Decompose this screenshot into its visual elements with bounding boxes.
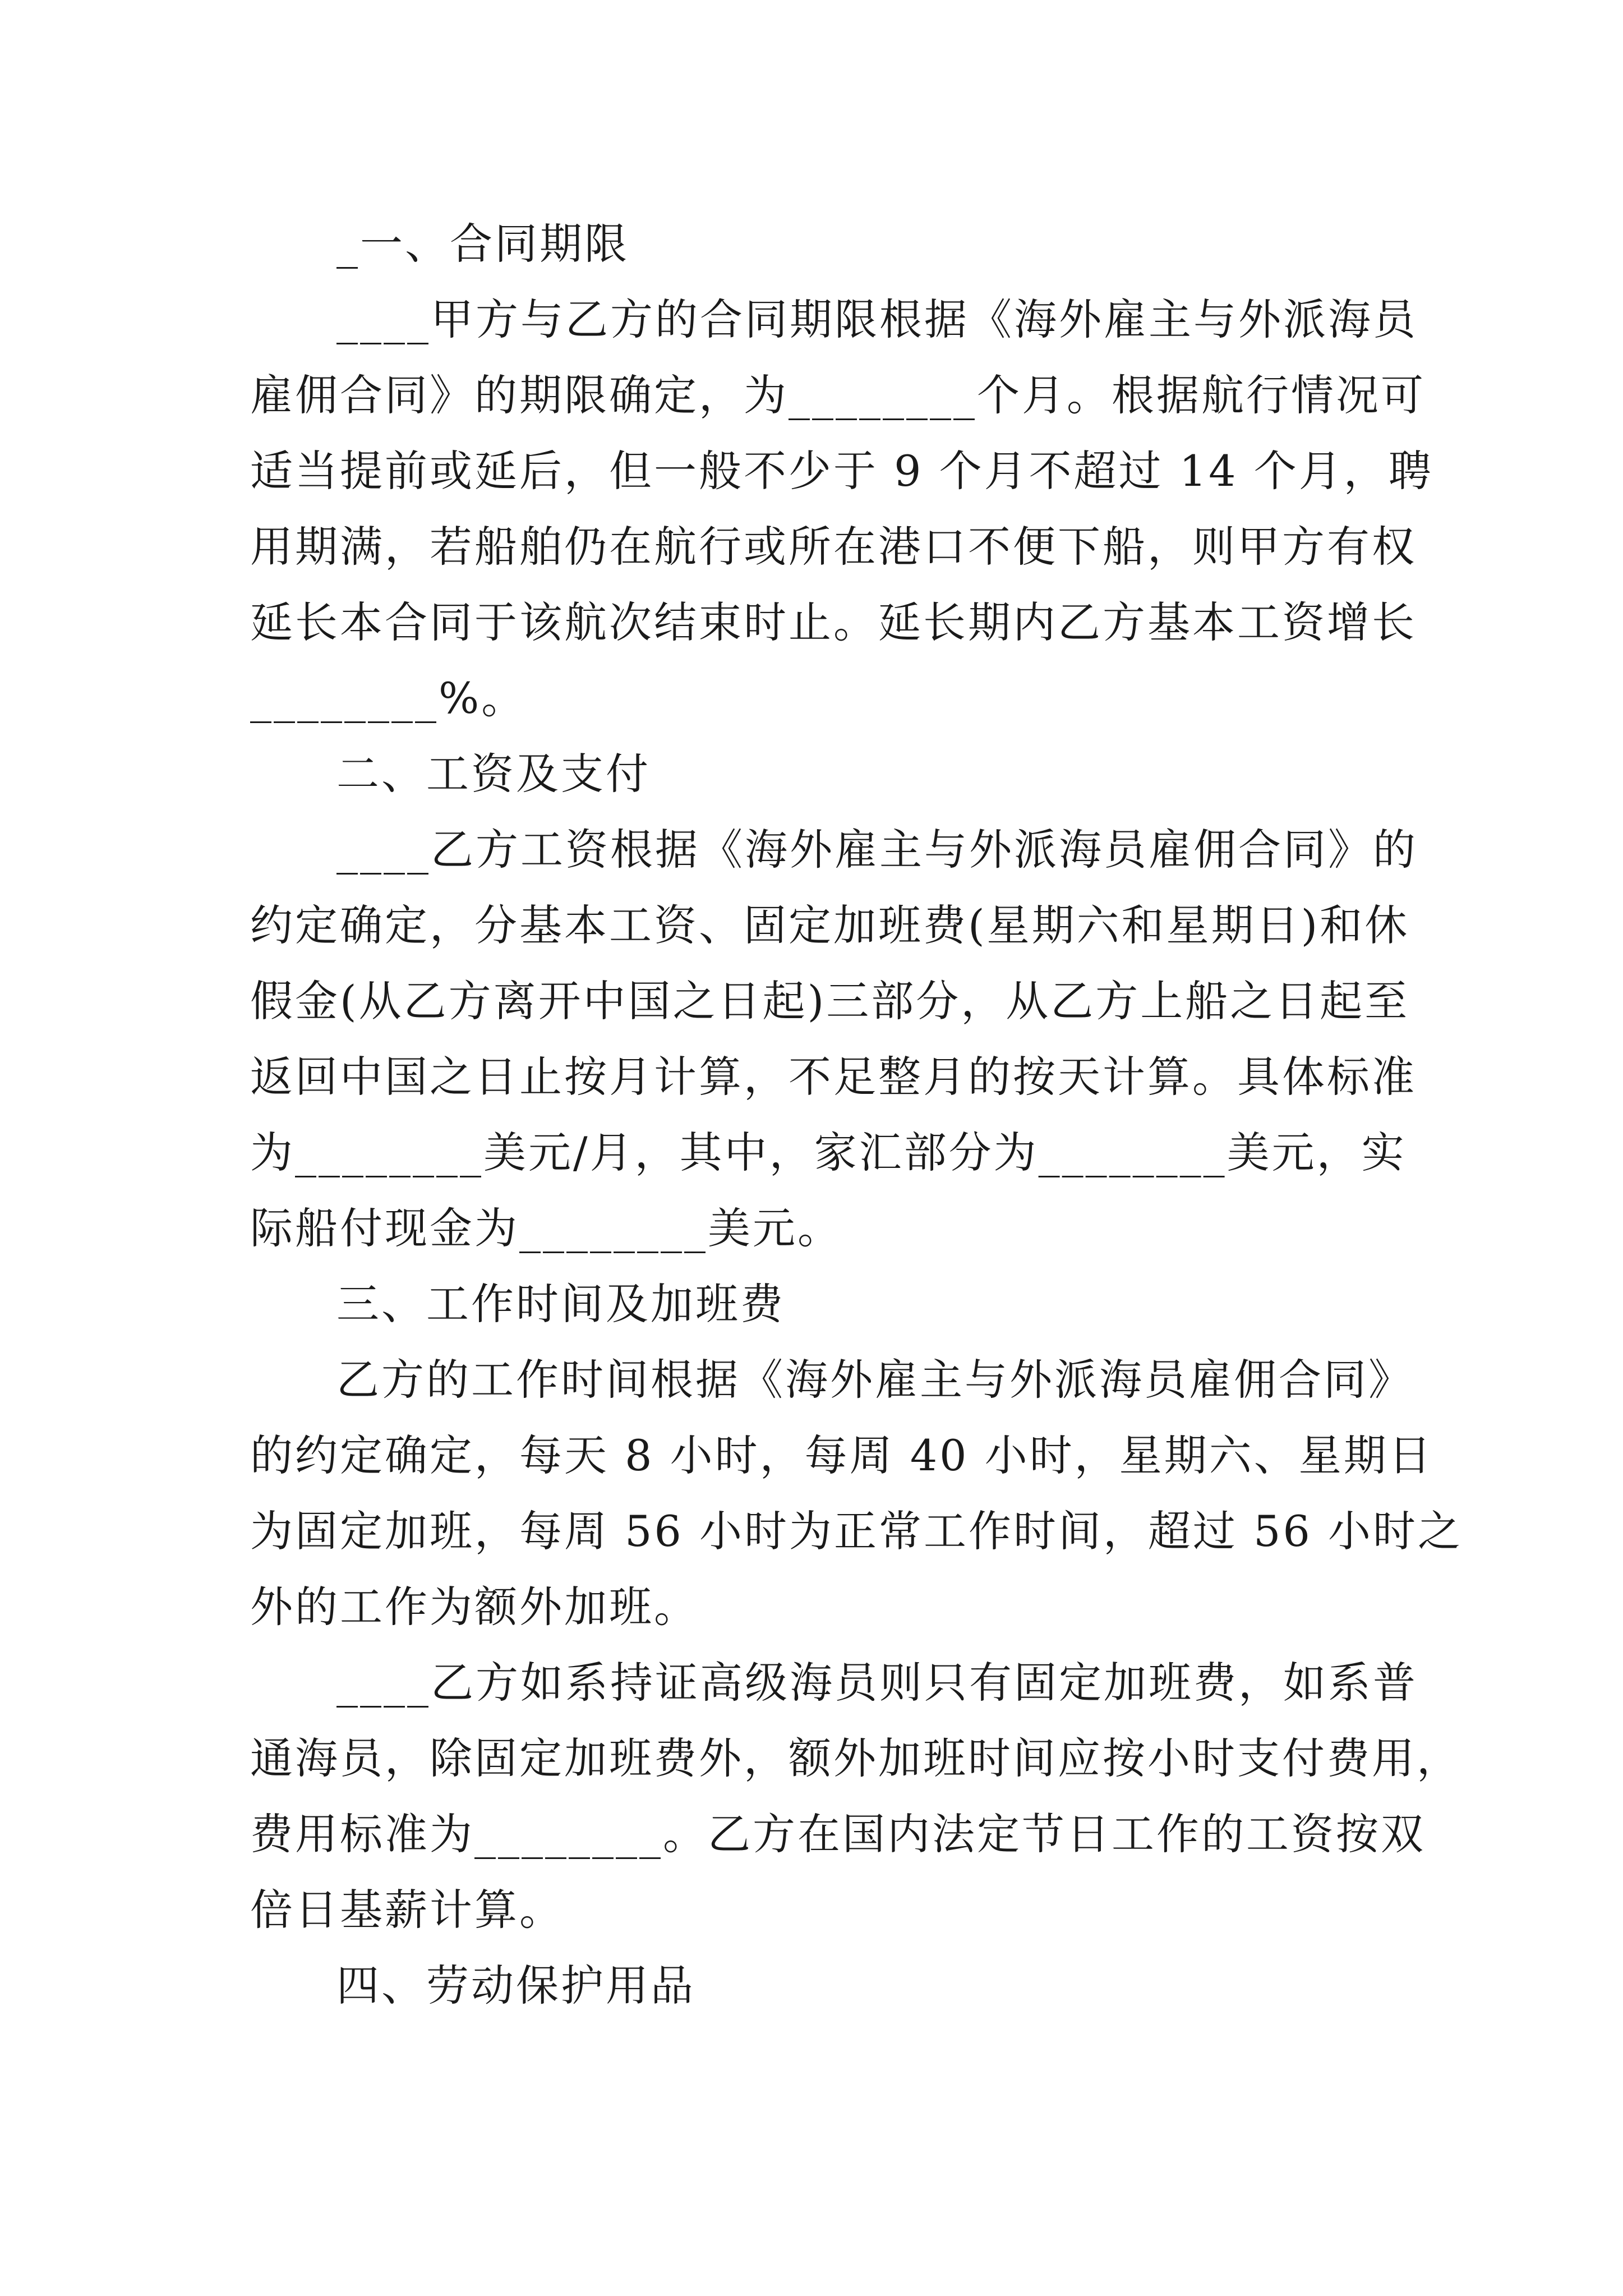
paragraph-line: 倍日基薪计算。 [250, 1885, 564, 1935]
paragraph-line: 适当提前或延后，但一般不少于 9 个月不超过 14 个月，聘 [250, 446, 1433, 496]
heading-contract-term: _一、合同期限 [336, 219, 629, 269]
heading-protective-equipment: 四、劳动保护用品 [336, 1961, 695, 2010]
heading-work-hours: 三、工作时间及加班费 [336, 1279, 785, 1329]
paragraph-line: 费用标准为________。乙方在国内法定节日工作的工资按双 [250, 1809, 1426, 1859]
paragraph-line: 为________美元/月，其中，家汇部分为________美元，实 [250, 1128, 1407, 1177]
paragraph-line: ____乙方如系持证高级海员则只有固定加班费，如系普 [336, 1658, 1418, 1708]
paragraph-line: 为固定加班，每周 56 小时为正常工作时间，超过 56 小时之 [250, 1506, 1463, 1556]
paragraph-line: 乙方的工作时间根据《海外雇主与外派海员雇佣合同》 [336, 1355, 1413, 1405]
paragraph-line: 假金(从乙方离开中国之日起)三部分，从乙方上船之日起至 [250, 976, 1410, 1026]
paragraph-line: 外的工作为额外加班。 [250, 1582, 699, 1632]
paragraph-line: ____乙方工资根据《海外雇主与外派海员雇佣合同》的 [336, 825, 1418, 875]
paragraph-line: ________%。 [250, 673, 527, 723]
paragraph-line: 返回中国之日止按月计算，不足整月的按天计算。具体标准 [250, 1052, 1417, 1102]
paragraph-line: 约定确定，分基本工资、固定加班费(星期六和星期日)和休 [250, 900, 1410, 950]
paragraph-line: 际船付现金为________美元。 [250, 1203, 842, 1253]
heading-wages-payment: 二、工资及支付 [336, 749, 651, 799]
paragraph-line: ____甲方与乙方的合同期限根据《海外雇主与外派海员 [336, 295, 1418, 344]
paragraph-line: 雇佣合同》的期限确定，为________个月。根据航行情况可 [250, 370, 1426, 420]
paragraph-line: 延长本合同于该航次结束时止。延长期内乙方基本工资增长 [250, 597, 1417, 647]
paragraph-line: 通海员，除固定加班费外，额外加班时间应按小时支付费用， [250, 1733, 1461, 1783]
paragraph-line: 的约定确定，每天 8 小时，每周 40 小时，星期六、星期日 [250, 1430, 1433, 1480]
paragraph-line: 用期满，若船舶仍在航行或所在港口不便下船，则甲方有权 [250, 522, 1417, 572]
